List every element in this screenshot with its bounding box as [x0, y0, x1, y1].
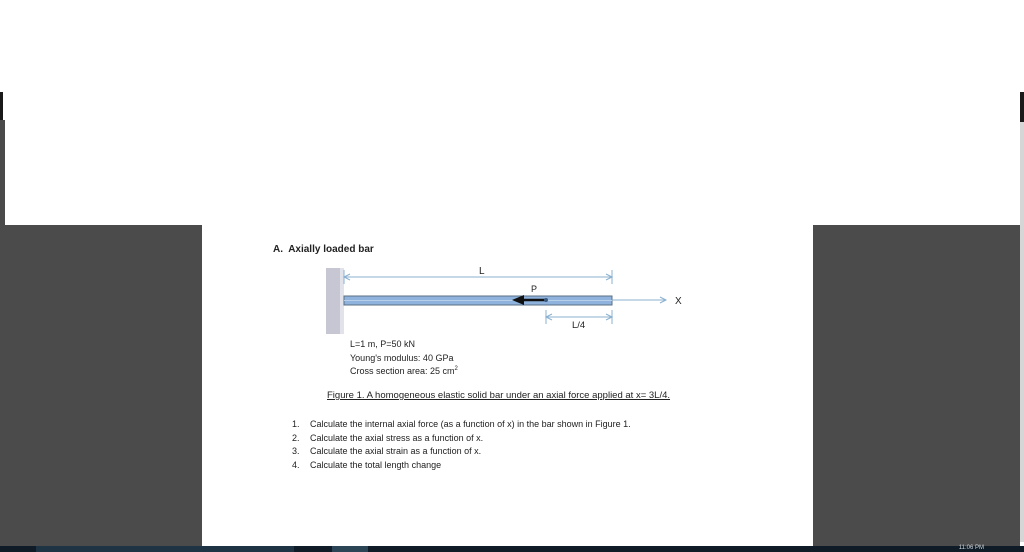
taskbar — [0, 546, 1024, 552]
question-number: 2. — [292, 432, 300, 443]
given-parameters — [350, 338, 458, 379]
question-text: Calculate the total length change — [310, 459, 442, 470]
question-item — [292, 459, 631, 473]
param-youngs-modulus: Young's modulus: 40 GPa — [350, 352, 454, 363]
force-application-point — [544, 298, 548, 302]
section-letter: A. — [273, 244, 283, 255]
length-label: L — [479, 266, 485, 277]
question-item — [292, 432, 631, 446]
taskbar-clock[interactable]: 11:06 PM — [958, 545, 984, 551]
cross-section-exponent: 2 — [454, 366, 458, 372]
question-item — [292, 418, 631, 432]
question-text: Calculate the axial strain as a function of x. — [310, 446, 482, 456]
x-axis-label: X — [675, 296, 682, 307]
taskbar-app-button-active[interactable] — [332, 546, 368, 552]
question-number: 4. — [292, 459, 300, 470]
force-label: P — [531, 284, 538, 294]
param-cross-section — [350, 365, 458, 379]
question-text: Calculate the internal axial force (as a function of x) in the bar shown in Figure 1. — [310, 419, 631, 429]
quarter-length-label: L/4 — [572, 320, 586, 331]
figure-caption: Figure 1. A homogeneous elastic solid bar under an axial force applied at x= 3L/4. — [327, 390, 671, 401]
wall-face — [340, 268, 344, 334]
cross-section-text: Cross section area: 25 cm — [350, 366, 455, 376]
taskbar-app-button[interactable] — [36, 546, 294, 552]
question-text: Calculate the axial stress as a function of x. — [310, 432, 484, 443]
param-length-force: L=1 m, P=50 kN — [350, 339, 416, 349]
question-item — [292, 445, 631, 459]
section-title: Axially loaded bar — [288, 244, 374, 255]
question-number: 1. — [292, 419, 300, 429]
question-list — [292, 418, 631, 472]
question-number: 3. — [292, 446, 300, 456]
